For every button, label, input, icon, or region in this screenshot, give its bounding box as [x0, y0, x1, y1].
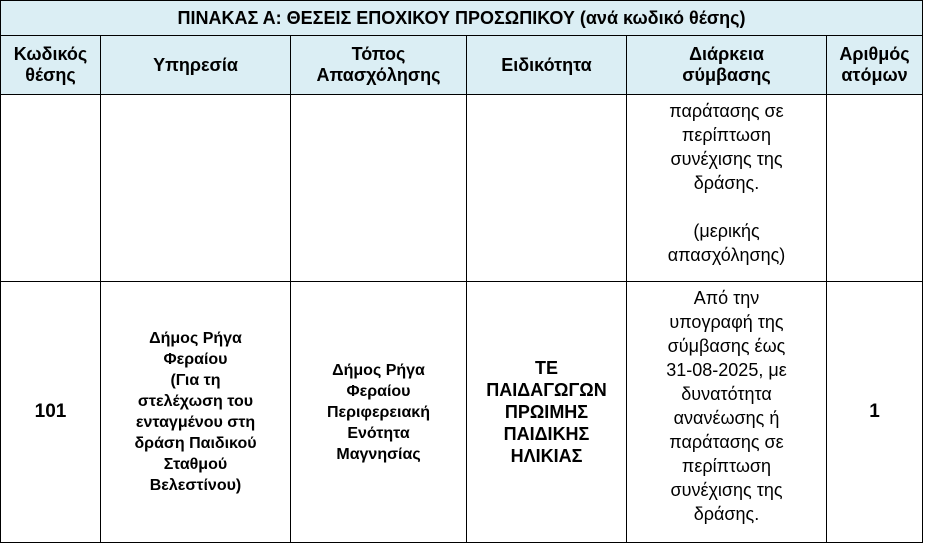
header-duration: Διάρκεια σύμβασης: [627, 36, 827, 95]
cell-specialty: ΤΕ ΠΑΙΔΑΓΩΓΩΝ ΠΡΩΙΜΗΣ ΠΑΙΔΙΚΗΣ ΗΛΙΚΙΑΣ: [467, 282, 627, 543]
cell-duration: Από την υπογραφή της σύμβασης έως 31-08-2025, με δυνατότητα ανανέωσης ή παράτασης σε περίπτωση συνέχισης της δράσης.: [627, 282, 827, 543]
cell-code: 101: [1, 282, 101, 543]
header-code: Κωδικός θέσης: [1, 36, 101, 95]
cell-code-empty: [1, 95, 101, 282]
cell-service: Δήμος Ρήγα Φεραίου (Για τη στελέχωση του ενταγμένου στη δράση Παιδικού Σταθμού Βελεστίνου): [101, 282, 291, 543]
table-row: [1, 282, 923, 543]
cell-specialty-empty: [467, 95, 627, 282]
cell-count: 1: [827, 282, 923, 543]
table-title: ΠΙΝΑΚΑΣ Α: ΘΕΣΕΙΣ ΕΠΟΧΙΚΟΥ ΠΡΟΣΩΠΙΚΟΥ (ανά κωδικό θέσης): [1, 1, 923, 36]
cell-count-empty: [827, 95, 923, 282]
table-row: [1, 95, 923, 282]
cell-location: Δήμος Ρήγα Φεραίου Περιφερειακή Ενότητα Μαγνησίας: [291, 282, 467, 543]
header-service: Υπηρεσία: [101, 36, 291, 95]
header-location: Τόπος Απασχόλησης: [291, 36, 467, 95]
header-count: Αριθμός ατόμων: [827, 36, 923, 95]
cell-service-empty: [101, 95, 291, 282]
cell-duration-continued: παράτασης σε περίπτωση συνέχισης της δράσης. (μερικής απασχόλησης): [627, 95, 827, 282]
header-specialty: Ειδικότητα: [467, 36, 627, 95]
cell-location-empty: [291, 95, 467, 282]
